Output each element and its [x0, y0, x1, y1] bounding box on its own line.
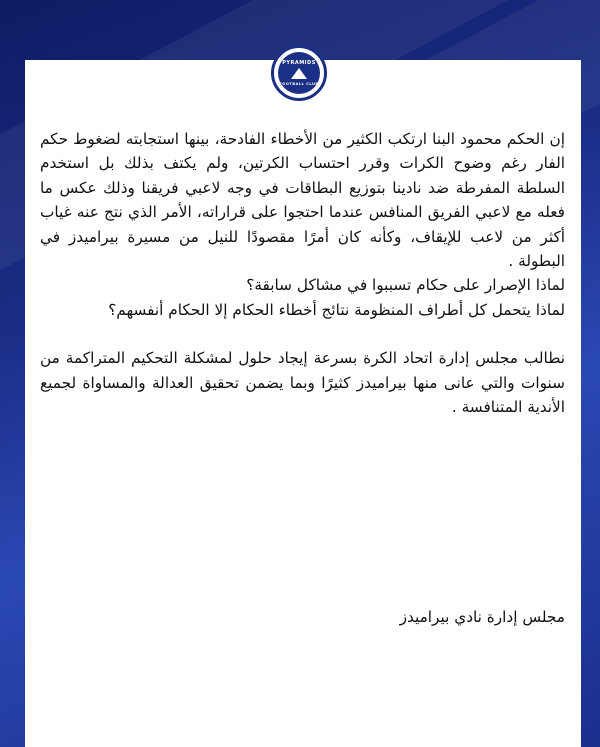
logo-top-text: PYRAMIDS [282, 59, 316, 66]
paragraph-gap [40, 322, 565, 346]
logo-bottom-text: FOOTBALL CLUB [279, 81, 319, 86]
statement-paragraph-demand: نطالب مجلس إدارة اتحاد الكرة بسرعة إيجاد حلول لمشكلة التحكيم المتراكمة من سنوات والتي عانى منها بيراميدز كثيرًا وبما يضمن تحقيق العدالة والمساواة لجميع الأندية المتنافسة . [40, 349, 565, 417]
statement-question-2: لماذا يتحمل كل أطراف المنظومة نتائج أخطاء الحكام إلا الحكام أنفسهم؟ [108, 300, 565, 319]
club-logo-badge [278, 52, 320, 94]
statement-body [40, 127, 565, 419]
club-logo [271, 45, 327, 101]
statement-signature: مجلس إدارة نادي بيراميدز [399, 608, 565, 626]
statement-paragraph-referee: إن الحكم محمود البنا ارتكب الكثير من الأخطاء الفادحة، بينها استجابته لضغوط حكم الفار رغم وضوح الكرات وقرر احتساب الكرتين، ولم يكتف بذلك بل استخدم السلطة المفرطة ضد نادينا بتوزيع البطاقات في وجه لاعبي فريقنا وذلك عكس ما فعله مع لاعبي الفريق المنافس عندما احتجوا على قراراته، الأمر الذي نتج عنه غياب أكثر من لاعب للإيقاف، وكأنه كان أمرًا مقصودًا للنيل من مسيرة بيراميدز في البطولة . [40, 130, 565, 271]
pyramid-icon [291, 68, 307, 79]
statement-question-1: لماذا الإصرار على حكام تسببوا في مشاكل سابقة؟ [246, 276, 565, 295]
